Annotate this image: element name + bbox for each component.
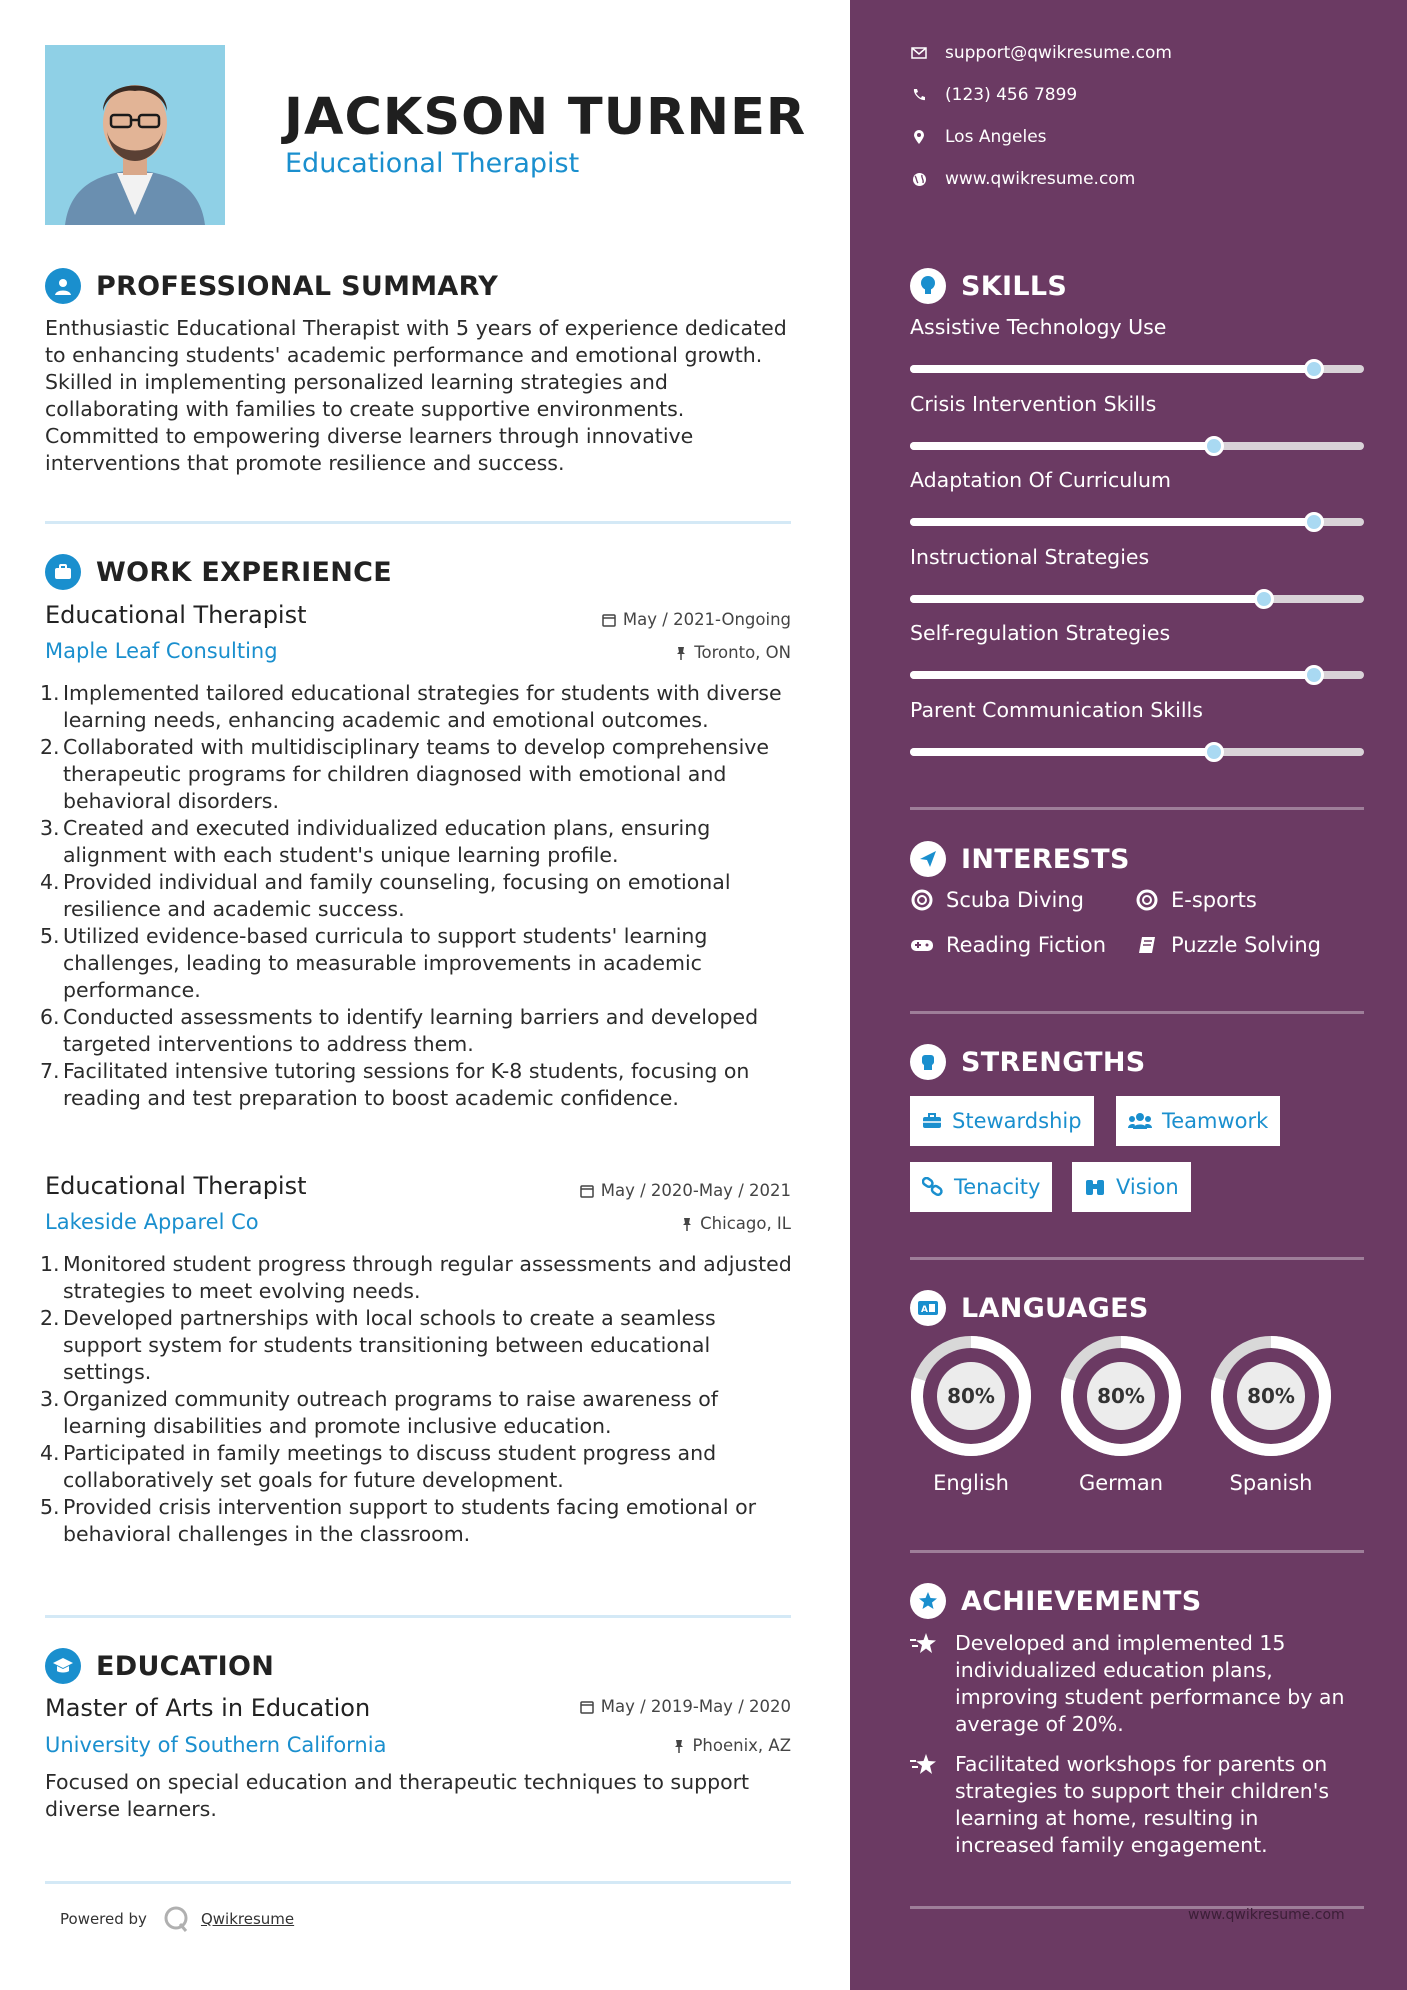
location-text: Los Angeles [945,127,1047,147]
language-ring [910,1335,1032,1457]
achievement-item [910,1630,1364,1738]
star-badge-icon [910,1583,946,1619]
section-divider [910,1550,1364,1553]
lifebuoy-icon [1135,889,1159,911]
job-location-text: Toronto, ON [694,643,791,662]
strength-label: Tenacity [954,1175,1041,1199]
language-item [910,1335,1032,1495]
strength-tag [1072,1162,1191,1212]
contact-email [910,43,1172,63]
envelope-icon [910,47,928,59]
job-responsibilities [40,1251,796,1548]
language-percent: 80% [1247,1384,1295,1408]
section-divider [910,807,1364,810]
skill-bar-fill [910,365,1314,373]
skill-level-knob [1304,359,1324,379]
qwikresume-logo-icon [161,1904,191,1934]
website-text: www.qwikresume.com [945,169,1136,189]
contact-location [910,127,1047,147]
user-icon [45,268,81,304]
calendar-icon [580,1700,594,1714]
summary-header [45,268,498,304]
fist-icon [910,1044,946,1080]
powered-by [60,1904,294,1934]
job-location [681,1214,791,1233]
section-divider [45,1615,791,1618]
paper-plane-icon [910,841,946,877]
interest-label: Reading Fiction [946,933,1107,957]
summary-heading: PROFESSIONAL SUMMARY [96,270,499,302]
profile-photo [45,45,225,225]
language-name: English [933,1471,1009,1495]
lifebuoy-icon [910,889,934,911]
achievement-text: Facilitated workshops for parents on strategies to support their children's learning at home, resulting in increased family engagement. [955,1752,1330,1857]
book-icon [1135,935,1159,955]
link-icon [922,1177,944,1197]
calendar-icon [580,1184,594,1198]
list-item: 5. Provided crisis intervention support to students facing emotional or behavioral challenges in the classroom. [40,1495,757,1546]
skill-level-knob [1204,742,1224,762]
contact-website [910,169,1135,189]
experience-heading: WORK EXPERIENCE [96,556,392,588]
binoculars-icon [1084,1177,1106,1197]
candidate-name: JACKSON TURNER [284,88,807,147]
list-item: 4. Provided individual and family counseling, focusing on emotional resilience and academic success. [40,870,731,921]
list-item: 3. Created and executed individualized education plans, ensuring alignment with each student's unique learning profile. [40,816,711,867]
education-location [673,1736,791,1755]
language-item [1060,1335,1182,1495]
strengths-heading: STRENGTHS [961,1046,1146,1078]
section-divider [910,1011,1364,1014]
language-item [1210,1335,1332,1495]
achievements-header [910,1583,1202,1619]
graduate-icon [45,1648,81,1684]
education-date-text: May / 2019-May / 2020 [600,1697,791,1716]
skill-label: Instructional Strategies [910,544,1150,569]
job-date-text: May / 2021-Ongoing [622,610,791,629]
skill-bar [910,518,1364,526]
list-item: 4. Participated in family meetings to discuss student progress and collaboratively set goals for future development. [40,1441,717,1492]
job-title: Educational Therapist [45,601,307,629]
map-pin-icon [910,129,928,145]
company-name: Maple Leaf Consulting [45,639,278,663]
briefcase-icon [45,554,81,590]
company-name: Lakeside Apparel Co [45,1210,259,1234]
school-name: University of Southern California [45,1733,387,1757]
section-divider [45,1881,791,1884]
list-item: 2. Developed partnerships with local schools to create a seamless support system for students transitioning between educational settings. [40,1306,716,1384]
skill-label: Assistive Technology Use [910,315,1167,339]
language-ring [1060,1335,1182,1457]
skill-bar [910,595,1364,603]
list-item: 7. Facilitated intensive tutoring sessions for K-8 students, focusing on reading and test preparation to boost academic confidence. [40,1059,750,1110]
gamepad-icon [910,937,934,953]
achievement-item [910,1751,1364,1859]
interests-heading: INTERESTS [961,843,1130,875]
users-icon [1128,1112,1152,1130]
phone-text: (123) 456 7899 [945,85,1078,105]
degree-title: Master of Arts in Education [45,1694,371,1722]
powered-by-label: Powered by [60,1910,147,1928]
interest-label: E-sports [1171,888,1257,912]
strength-tag [910,1096,1094,1146]
language-name: German [1078,1471,1164,1495]
globe-icon [910,172,928,187]
lightbulb-icon [910,268,946,304]
skill-bar-fill [910,518,1314,526]
list-item: 5. Utilized evidence-based curricula to support students' learning challenges, leading to measurable improvements in academic performance. [40,924,708,1002]
translate-icon [910,1290,946,1326]
email-text: support@qwikresume.com [945,43,1172,63]
contact-phone [910,85,1077,105]
list-item: 2. Collaborated with multidisciplinary teams to develop comprehensive therapeutic programs for children diagnosed with emotional and behavioral disorders. [40,735,770,813]
skill-level-knob [1304,665,1324,685]
briefcase-icon [922,1112,942,1130]
job-date [602,610,791,629]
skills-heading: SKILLS [961,270,1068,302]
education-date [580,1697,791,1716]
phone-icon [910,88,928,102]
language-name: Spanish [1229,1471,1313,1495]
svg-text:A: A [921,1305,928,1315]
skill-level-knob [1204,436,1224,456]
skill-bar [910,748,1364,756]
skill-bar [910,365,1364,373]
summary-text: Enthusiastic Educational Therapist with 5 years of experience dedicated to enhancing students' academic performance and emotional growth. Skilled in implementing personalized learning strategies and collaborating with families to create supportive environments. Committed to empowering diverse learners through innovative interventions that promote resilience and success. [45,316,787,475]
interest-item [910,888,1084,912]
skill-bar-fill [910,442,1214,450]
job-title: Educational Therapist [45,1172,307,1200]
language-percent: 80% [1097,1384,1145,1408]
skill-bar [910,442,1364,450]
list-item: 3. Organized community outreach programs to raise awareness of learning disabilities and promote inclusive education. [40,1387,719,1438]
languages-heading: LANGUAGES [961,1292,1149,1324]
interest-item [910,933,1106,957]
interest-item [1135,933,1321,957]
job-date [580,1181,791,1200]
pin-icon [681,1217,693,1231]
skill-bar-fill [910,671,1314,679]
skill-label: Adaptation Of Curriculum [910,468,1171,492]
star-icon [910,1751,955,1859]
skill-label: Crisis Intervention Skills [910,391,1157,416]
job-date-text: May / 2020-May / 2021 [600,1181,791,1200]
footer-url: www.qwikresume.com [1188,1907,1345,1923]
section-divider [910,1257,1364,1260]
skill-bar-fill [910,595,1264,603]
interest-item [1135,888,1257,912]
languages-header [910,1290,1149,1326]
experience-header [45,554,392,590]
language-percent: 80% [947,1384,995,1408]
strength-label: Teamwork [1162,1109,1269,1133]
pin-icon [673,1739,685,1753]
skill-label: Parent Communication Skills [910,697,1203,722]
list-item: 1. Implemented tailored educational strategies for students with diverse learning needs, enhancing academic and emotional outcomes. [40,681,782,732]
candidate-title: Educational Therapist [285,148,580,179]
qwikresume-link[interactable]: Qwikresume [200,1910,295,1928]
education-description: Focused on special education and therapeutic techniques to support diverse learners. [45,1770,750,1821]
skills-header [910,268,1067,304]
skill-label: Self-regulation Strategies [910,621,1171,645]
job-location-text: Chicago, IL [700,1214,791,1233]
achievements-heading: ACHIEVEMENTS [961,1585,1202,1617]
education-header [45,1648,274,1684]
list-item: 6. Conducted assessments to identify learning barriers and developed targeted interventions to address them. [40,1005,759,1056]
skill-level-knob [1254,589,1274,609]
interests-header [910,841,1130,877]
interest-label: Scuba Diving [946,888,1084,912]
strength-tag [1116,1096,1280,1146]
strength-tag [910,1162,1052,1212]
education-heading: EDUCATION [96,1650,275,1682]
strengths-header [910,1044,1146,1080]
strength-label: Vision [1116,1175,1179,1199]
pin-icon [675,646,687,660]
interest-label: Puzzle Solving [1171,933,1321,957]
language-ring [1210,1335,1332,1457]
section-divider [45,521,791,524]
strength-label: Stewardship [952,1109,1082,1133]
skill-bar [910,671,1364,679]
achievement-text: Developed and implemented 15 individualized education plans, improving student performance by an average of 20%. [955,1631,1345,1736]
skill-bar-fill [910,748,1214,756]
education-location-text: Phoenix, AZ [692,1736,791,1755]
skill-level-knob [1304,512,1324,532]
star-icon [910,1630,955,1738]
list-item: 1. Monitored student progress through regular assessments and adjusted strategies to meet evolving needs. [40,1252,792,1303]
job-responsibilities [40,680,796,1112]
calendar-icon [602,613,616,627]
job-location [675,643,791,662]
